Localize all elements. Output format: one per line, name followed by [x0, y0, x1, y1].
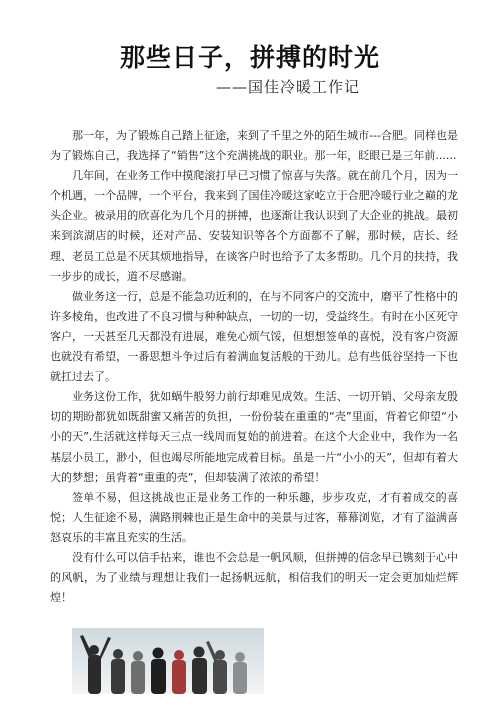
article-title: 那些日子，拼搏的时光: [119, 43, 380, 72]
team-photo: [72, 628, 264, 694]
paragraph-5: 签单不易，但这挑战也正是业务工作的一种乐趣，步步攻克，才有着成交的喜悦；人生征途不易，满路荆棘也正是生命中的美景与过客，幕幕浏览，才有了溢满喜怒哀乐的丰富且充实的生活。: [50, 490, 458, 544]
team-silhouette-image: [72, 628, 264, 694]
paragraph-3: 做业务这一行，总是不能急功近利的，在与不同客户的交流中，磨平了性格中的许多棱角，也改进了不良习惯与种种缺点，一切的一切，受益终生。有时在小区死守客户，一天甚至几天都没有进展，难免心烦气馁，但想想签单的喜悦，没有客户资源也就没有希望，一番思想斗争过后有着满血复活般的干劲儿。总有些低谷坚持一下也就扛过去了。: [50, 289, 458, 384]
paragraph-2: 几年间，在业务工作中摸爬滚打早已习惯了惊喜与失落。就在前几个月，因为一个机遇，一个品牌，一个平台，我来到了国佳冷暖这家屹立于合肥冷暖行业之巅的龙头企业。被录用的欣喜化为几个月的拼搏，也逐渐让我认识到了大企业的挑战。最初来到滨湖店的时候，还对产品、安装知识等各个方面都不了解，那时候，店长、经理、老员工总是不厌其烦地指导，在谈客户时也给予了太多帮助。几个月的扶持，我一步步的成长，道不尽感谢。: [50, 169, 458, 283]
paragraph-6: 没有什么可以信手拈来，谁也不会总是一帆风顺，但拼搏的信念早已镌刻于心中的风帆，为了业绩与理想让我们一起扬帆远航，相信我们的明天一定会更加灿烂辉煌！: [50, 550, 458, 605]
paragraph-4: 业务这份工作，犹如蜗牛般努力前行却难见成效。生活、一切开销、父母亲友殷切的期盼都犹如既甜蜜又痛苦的负担，一份份装在重重的“壳”里面，背着它仰望“小小的天”,生活就这样每天三点一线周而复始的前进着。在这个大企业中，我作为一名基层小员工，渺小，但也竭尽所能地完成着目标。虽是一片“小小的天”，但却有着大大的梦想；虽背着“重重的壳”，但却装满了浓浓的希望！: [50, 390, 458, 484]
paragraph-1: 那一年，为了锻炼自己踏上征途，来到了千里之外的陌生城市---合肥。同样也是为了锻炼自己，我选择了“销售”这个充满挑战的职业。那一年，眨眼已是三年前......: [50, 129, 458, 163]
article-body: [50, 126, 458, 608]
article-subtitle: ——国佳冷暖工作记: [215, 78, 360, 96]
